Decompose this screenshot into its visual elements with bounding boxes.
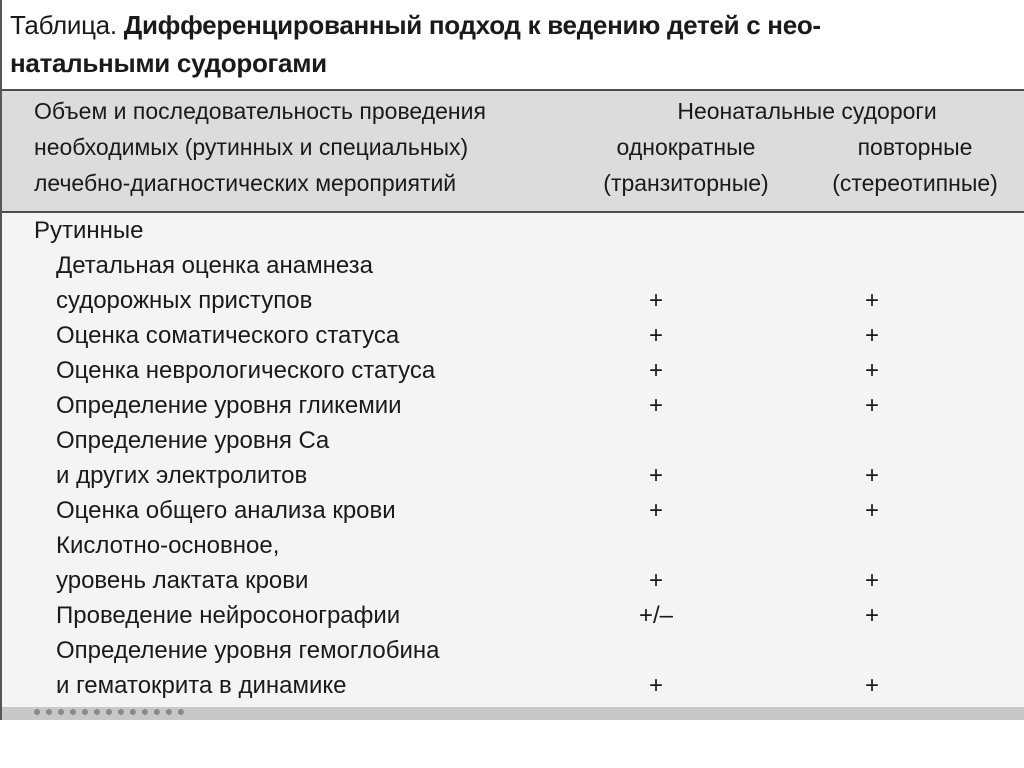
row-value-transient: + — [648, 567, 663, 594]
table-row — [2, 353, 1024, 388]
table-row — [2, 283, 1024, 318]
table-row — [2, 633, 1024, 668]
row-value-repeated: + — [864, 602, 879, 629]
row-value-transient: +/– — [638, 602, 674, 629]
row-label: Проведение нейросонографии — [56, 602, 401, 629]
table-row — [2, 668, 1024, 703]
section-label: Рутинные — [34, 217, 144, 244]
row-label: Определение уровня гемоглобина — [56, 637, 440, 664]
table-row — [2, 598, 1024, 633]
row-label: Определение уровня Ca — [56, 427, 330, 454]
header-col2-line2: (стереотипные) — [832, 170, 998, 196]
row-label: и других электролитов — [56, 462, 308, 489]
row-label: Детальная оценка анамнеза — [56, 252, 373, 279]
table-row — [2, 528, 1024, 563]
caption-lead: Таблица. — [10, 10, 117, 40]
header-col2-line1: повторные — [857, 134, 973, 160]
row-value-repeated: + — [864, 462, 879, 489]
table-row — [2, 248, 1024, 283]
row-value-transient: + — [648, 322, 663, 349]
row-value-repeated: + — [864, 322, 879, 349]
table-body — [2, 213, 1024, 707]
row-label: Оценка неврологического статуса — [56, 357, 436, 384]
row-label: судорожных приступов — [56, 287, 313, 314]
table-row — [2, 318, 1024, 353]
table-header — [2, 91, 1024, 211]
row-label: Кислотно-основное, — [56, 532, 280, 559]
row-value-repeated: + — [864, 497, 879, 524]
row-value-transient: + — [648, 392, 663, 419]
table-row — [2, 423, 1024, 458]
row-value-repeated: + — [864, 357, 879, 384]
table-row — [2, 458, 1024, 493]
header-col0-line1: Объем и последовательность проведения — [34, 98, 486, 124]
row-value-transient: + — [648, 497, 663, 524]
table-row — [2, 563, 1024, 598]
header-col1-line1: однократные — [616, 134, 756, 160]
header-col0-line2: необходимых (рутинных и специальных) — [34, 134, 469, 160]
row-value-repeated: + — [864, 287, 879, 314]
row-label: Определение уровня гликемии — [56, 392, 402, 419]
header-col0-line3: лечебно-диагностических мероприятий — [34, 170, 457, 196]
caption-title-line1: Дифференцированный подход к ведению детей с нео- — [123, 10, 821, 40]
row-value-transient: + — [648, 462, 663, 489]
cut-off-text-fragment — [34, 709, 184, 720]
table-row — [2, 388, 1024, 423]
next-section-strip — [2, 707, 1024, 720]
table-caption — [10, 6, 1020, 82]
row-value-transient: + — [648, 357, 663, 384]
row-value-repeated: + — [864, 392, 879, 419]
row-value-repeated: + — [864, 672, 879, 699]
section-row — [2, 213, 1024, 248]
row-label: Оценка соматического статуса — [56, 322, 400, 349]
row-label: Оценка общего анализа крови — [56, 497, 396, 524]
row-label: и гематокрита в динамике — [56, 672, 347, 699]
header-col1-line2: (транзиторные) — [603, 170, 769, 196]
row-value-transient: + — [648, 672, 663, 699]
header-group-label: Неонатальные судороги — [677, 98, 937, 124]
row-label: уровень лактата крови — [56, 567, 309, 594]
row-value-transient: + — [648, 287, 663, 314]
table-row — [2, 493, 1024, 528]
caption-title-line2: натальными судорогами — [10, 48, 327, 78]
row-value-repeated: + — [864, 567, 879, 594]
